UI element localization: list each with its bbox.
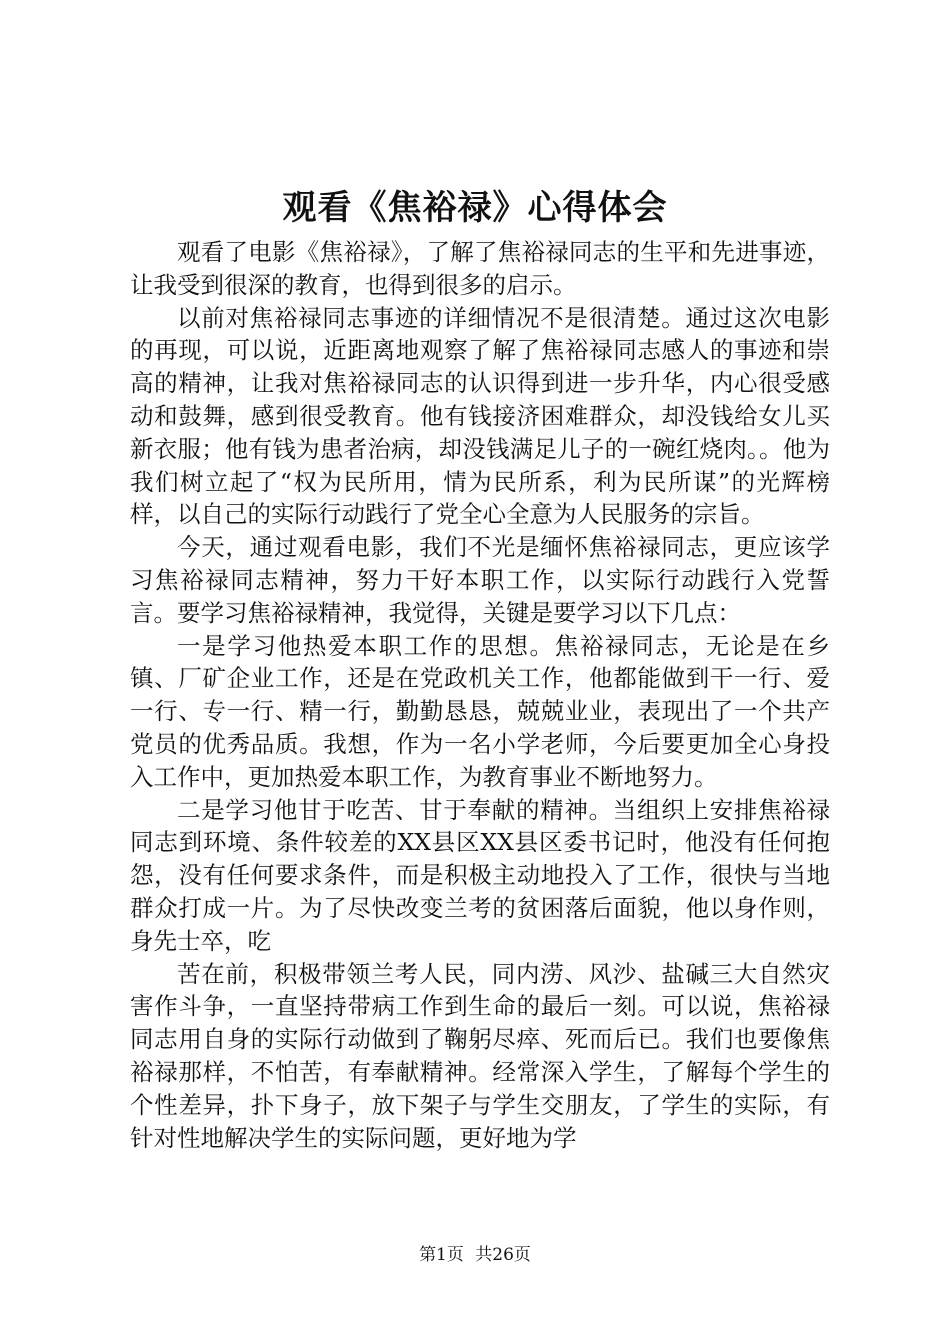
paragraph-1: 观看了电影《焦裕禄》，了解了焦裕禄同志的生平和先进事迹，让我受到很深的教育，也得到很多的启示。 [130, 238, 830, 299]
paragraph-6: 苦在前，积极带领兰考人民，同内涝、风沙、盐碱三大自然灾害作斗争，一直坚持带病工作到生命的最后一刻。可以说，焦裕禄同志用自身的实际行动做到了鞠躬尽瘁、死而后已。我们也要像焦裕禄那样，不怕苦，有奉献精神。经常深入学生，了解每个学生的个性差异，扑下身子，放下架子与学生交朋友，了学生的实际，有针对性地解决学生的实际问题，更好地为学 [130, 959, 830, 1152]
paragraph-2: 以前对焦裕禄同志事迹的详细情况不是很清楚。通过这次电影的再现，可以说，近距离地观察了解了焦裕禄同志感人的事迹和崇高的精神，让我对焦裕禄同志的认识得到进一步升华，内心很受感动和鼓舞，感到很受教育。他有钱接济困难群众，却没钱给女儿买新衣服；他有钱为患者治病，却没钱满足儿子的一碗红烧肉。。他为我们树立起了“权为民所用，情为民所系，利为民所谋”的光辉榜样，以自己的实际行动践行了党全心全意为人民服务的宗旨。 [130, 303, 830, 529]
document-body [130, 236, 830, 1154]
paragraph-4: 一是学习他热爱本职工作的思想。焦裕禄同志，无论是在乡镇、厂矿企业工作，还是在党政机关工作，他都能做到干一行、爱一行、专一行、精一行，勤勤恳恳，兢兢业业，表现出了一个共产党员的优秀品质。我想，作为一名小学老师，今后要更加全心身投入工作中，更加热爱本职工作，为教育事业不断地努力。 [130, 631, 830, 791]
page-footer [0, 1243, 950, 1267]
paragraph-5: 二是学习他甘于吃苦、甘于奉献的精神。当组织上安排焦裕禄同志到环境、条件较差的XX县区XX县区委书记时，他没有任何抱怨，没有任何要求条件，而是积极主动地投入了工作，很快与当地群众打成一片。为了尽快改变兰考的贫困落后面貌，他以身作则，身先士卒，吃 [130, 795, 830, 955]
page-number: 第1页 [419, 1245, 464, 1265]
document-title: 观看《焦裕禄》心得体会 [282, 188, 668, 228]
paragraph-3: 今天，通过观看电影，我们不光是缅怀焦裕禄同志，更应该学习焦裕禄同志精神，努力干好本职工作，以实际行动践行入党誓言。要学习焦裕禄精神，我觉得，关键是要学习以下几点： [130, 533, 830, 627]
page-total: 共26页 [475, 1245, 531, 1265]
